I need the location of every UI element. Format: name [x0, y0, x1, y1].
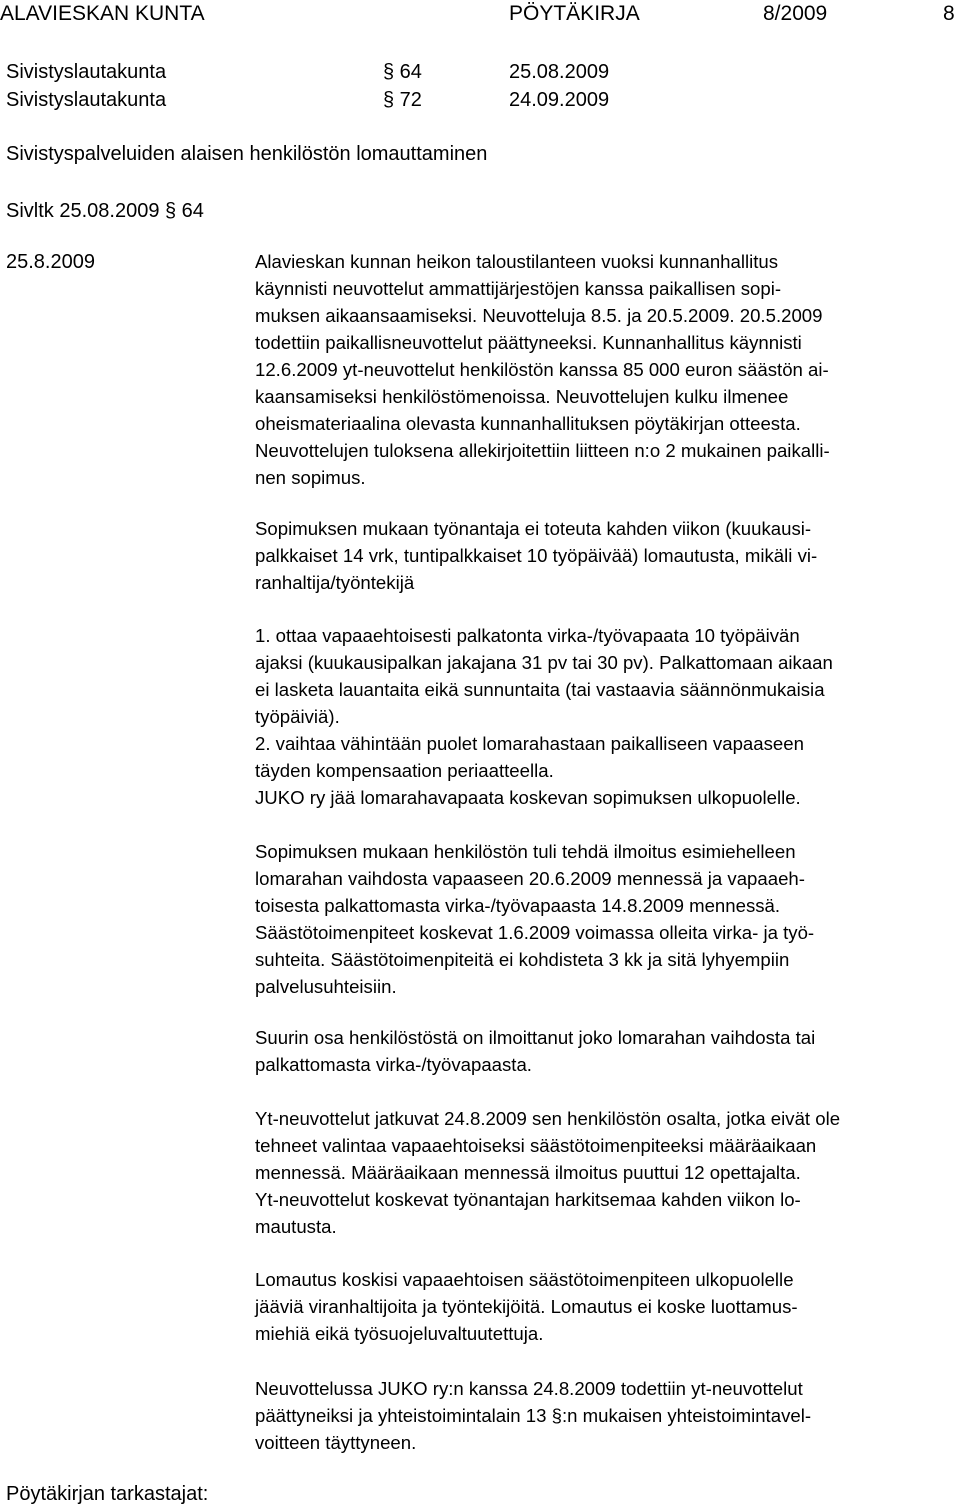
paragraph: [255, 1024, 930, 1078]
text-line: muksen aikaansaamiseksi. Neuvotteluja 8.5. ja 20.5.2009. 20.5.2009: [255, 305, 823, 326]
paragraph: [255, 1266, 930, 1347]
text-line: päättyneiksi ja yhteistoimintalain 13 §:n mukaisen yhteistoimintavel-: [255, 1405, 812, 1426]
reference-date: 24.09.2009: [509, 89, 610, 111]
municipality-name: ALAVIESKAN KUNTA: [0, 2, 205, 25]
text-line: ranhaltija/työntekijä: [255, 572, 415, 593]
paragraph: [255, 838, 930, 1000]
reference-section: § 64: [383, 61, 422, 83]
text-line: palvelusuhteisiin.: [255, 976, 397, 997]
text-line: Neuvottelussa JUKO ry:n kanssa 24.8.2009 todettiin yt-neuvottelut: [255, 1378, 803, 1399]
text-line: lomarahan vaihdosta vapaaseen 20.6.2009 mennessä ja vapaaeh-: [255, 868, 805, 889]
text-line: oheismateriaalina olevasta kunnanhallituksen pöytäkirjan otteesta.: [255, 413, 801, 434]
text-line: Säästötoimenpiteet koskevat 1.6.2009 voimassa olleita virka- ja työ-: [255, 922, 815, 943]
text-line: palkattomasta virka-/työvapaasta.: [255, 1054, 532, 1075]
paragraph: [255, 1375, 930, 1456]
text-line: nen sopimus.: [255, 467, 366, 488]
paragraph: [255, 248, 930, 491]
text-line: Neuvottelujen tuloksena allekirjoitettiin liitteen n:o 2 mukainen paikalli-: [255, 440, 830, 461]
text-line: palkkaiset 14 vrk, tuntipalkkaiset 10 työpäivää) lomautusta, mikäli vi-: [255, 545, 818, 566]
document-number: 8/2009: [763, 2, 828, 25]
text-line: Lomautus koskisi vapaaehtoisen säästötoimenpiteen ulkopuolelle: [255, 1269, 794, 1290]
reference-section: § 72: [383, 89, 422, 111]
text-line: kaansamiseksi henkilöstömenoissa. Neuvottelujen kulku ilmenee: [255, 386, 789, 407]
paragraph: [255, 515, 930, 596]
text-line: todettiin paikallisneuvottelut päättyneeksi. Kunnanhallitus käynnisti: [255, 332, 802, 353]
document-type: PÖYTÄKIRJA: [509, 2, 640, 25]
text-line: Yt-neuvottelut jatkuvat 24.8.2009 sen henkilöstön osalta, jotka eivät ole: [255, 1108, 841, 1129]
text-line: mautusta.: [255, 1216, 337, 1237]
text-line: ajaksi (kuukausipalkan jakajana 31 pv tai 30 pv). Palkattomaan aikaan: [255, 652, 833, 673]
text-line: käynnisti neuvottelut ammattijärjestöjen kanssa paikallisen sopi-: [255, 278, 782, 299]
text-line: työpäiviä).: [255, 706, 340, 727]
paragraph: [255, 622, 930, 811]
paragraph: [255, 1105, 930, 1240]
text-line: täyden kompensaation periaatteella.: [255, 760, 554, 781]
text-line: ei lasketa lauantaita eikä sunnuntaita (tai vastaavia säännönmukaisia: [255, 679, 825, 700]
text-line: Sopimuksen mukaan henkilöstön tuli tehdä ilmoitus esimiehelleen: [255, 841, 796, 862]
page-title: Sivistyspalveluiden alaisen henkilöstön lomauttaminen: [6, 143, 488, 165]
text-line: tehneet valintaa vapaaehtoiseksi säästötoimenpiteeksi määräaikaan: [255, 1135, 817, 1156]
entry-date: 25.8.2009: [6, 251, 95, 273]
footer-label: Pöytäkirjan tarkastajat:: [6, 1483, 209, 1505]
text-line: mennessä. Määräaikaan mennessä ilmoitus puuttui 12 opettajalta.: [255, 1162, 801, 1183]
page-number: 8: [943, 2, 955, 25]
text-line: voitteen täyttyneen.: [255, 1432, 417, 1453]
text-line: JUKO ry jää lomarahavapaata koskevan sopimuksen ulkopuolelle.: [255, 787, 801, 808]
text-line: toisesta palkattomasta virka-/työvapaasta 14.8.2009 mennessä.: [255, 895, 781, 916]
reference-body: Sivistyslautakunta: [6, 61, 167, 83]
text-line: 12.6.2009 yt-neuvottelut henkilöstön kanssa 85 000 euron säästön ai-: [255, 359, 829, 380]
text-line: 1. ottaa vapaaehtoisesti palkatonta virka-/työvapaata 10 työpäivän: [255, 625, 800, 646]
text-line: Sopimuksen mukaan työnantaja ei toteuta kahden viikon (kuukausi-: [255, 518, 812, 539]
reference-date: 25.08.2009: [509, 61, 610, 83]
text-line: miehiä eikä työsuojeluvaltuutettuja.: [255, 1323, 544, 1344]
reference-body: Sivistyslautakunta: [6, 89, 167, 111]
text-line: Yt-neuvottelut koskevat työnantajan harkitsemaa kahden viikon lo-: [255, 1189, 801, 1210]
text-line: jääviä viranhaltijoita ja työntekijöitä. Lomautus ei koske luottamus-: [255, 1296, 798, 1317]
text-line: 2. vaihtaa vähintään puolet lomarahastaan paikalliseen vapaaseen: [255, 733, 804, 754]
sub-reference: Sivltk 25.08.2009 § 64: [6, 200, 204, 222]
text-line: Suurin osa henkilöstöstä on ilmoittanut joko lomarahan vaihdosta tai: [255, 1027, 816, 1048]
text-line: Alavieskan kunnan heikon taloustilanteen vuoksi kunnanhallitus: [255, 251, 779, 272]
text-line: suhteita. Säästötoimenpiteitä ei kohdisteta 3 kk ja sitä lyhyempiin: [255, 949, 790, 970]
